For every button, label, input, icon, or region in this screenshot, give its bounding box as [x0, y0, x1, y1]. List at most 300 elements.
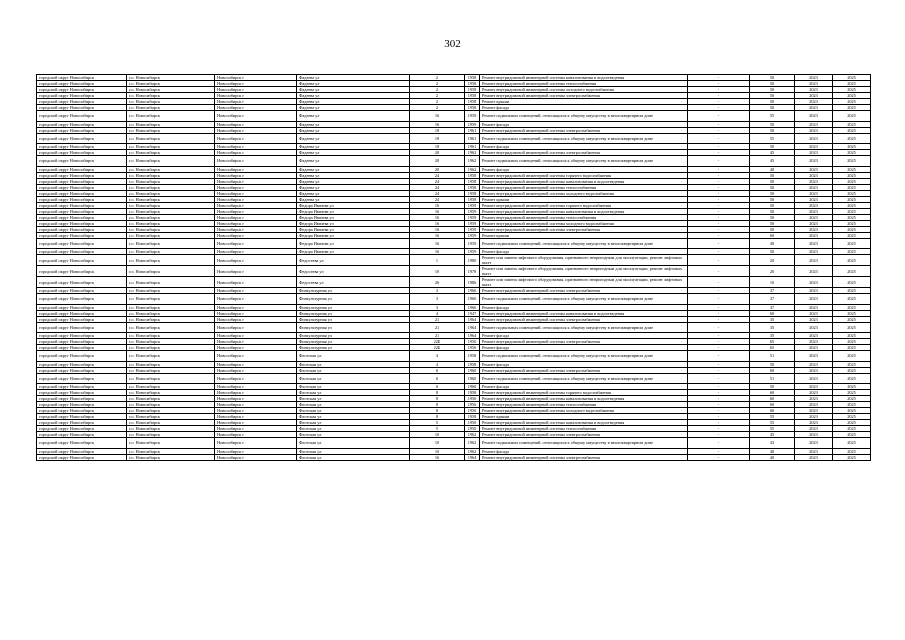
placeholder-cell: -	[688, 156, 750, 167]
municipality-cell: городской округ Новосибирск	[37, 396, 127, 402]
street-cell: Флотская ул	[297, 373, 410, 384]
plan-start-cell: 2023	[795, 426, 833, 432]
street-cell: Фадеева ул	[297, 190, 410, 196]
city-cell: г.о. Новосибирск	[127, 408, 215, 414]
build-year-cell: 1958	[465, 390, 480, 396]
plan-end-cell: 2025	[833, 172, 871, 178]
work-type-cell: Ремонт фасада	[480, 361, 688, 367]
plan-end-cell: 2025	[833, 232, 871, 238]
placeholder-cell: -	[688, 420, 750, 426]
city-cell: г.о. Новосибирск	[127, 277, 215, 288]
house-number-cell: 10	[410, 432, 465, 438]
municipality-cell: городской округ Новосибирск	[37, 121, 127, 127]
build-year-cell: 1962	[465, 432, 480, 438]
period-cell: 40	[750, 454, 795, 460]
placeholder-cell: -	[688, 208, 750, 214]
house-number-cell: 8	[410, 414, 465, 420]
plan-start-cell: 2023	[795, 367, 833, 373]
house-number-cell: 16	[410, 214, 465, 220]
placeholder-cell: -	[688, 184, 750, 190]
build-year-cell: 1964	[465, 316, 480, 322]
placeholder-cell: -	[688, 190, 750, 196]
locality-cell: Новосибирск г	[215, 166, 297, 172]
plan-end-cell: 2025	[833, 255, 871, 266]
plan-end-cell: 2025	[833, 414, 871, 420]
house-number-cell: 16	[410, 238, 465, 249]
municipality-cell: городской округ Новосибирск	[37, 373, 127, 384]
period-cell: 50	[750, 220, 795, 226]
build-year-cell: 1959	[465, 202, 480, 208]
house-number-cell: 24	[410, 190, 465, 196]
city-cell: г.о. Новосибирск	[127, 105, 215, 111]
street-cell: Физкультурная ул	[297, 339, 410, 345]
city-cell: г.о. Новосибирск	[127, 304, 215, 310]
plan-start-cell: 2023	[795, 150, 833, 156]
build-year-cell: 1956	[465, 339, 480, 345]
capital-repair-table	[36, 74, 871, 461]
plan-end-cell: 2025	[833, 220, 871, 226]
work-type-cell: Ремонт фасада	[480, 333, 688, 339]
street-cell: Физкультурная ул	[297, 345, 410, 351]
plan-end-cell: 2025	[833, 351, 871, 362]
work-type-cell: Ремонт или замена лифтового оборудования, признанного непригодным для эксплуатации, ремонт лифтовых шахт	[480, 277, 688, 288]
plan-start-cell: 2023	[795, 220, 833, 226]
municipality-cell: городской округ Новосибирск	[37, 202, 127, 208]
placeholder-cell: -	[688, 255, 750, 266]
house-number-cell: 21	[410, 333, 465, 339]
street-cell: Флотская ул	[297, 454, 410, 460]
plan-start-cell: 2023	[795, 214, 833, 220]
municipality-cell: городской округ Новосибирск	[37, 249, 127, 255]
placeholder-cell: -	[688, 178, 750, 184]
work-type-cell: Ремонт крыши	[480, 232, 688, 238]
locality-cell: Новосибирск г	[215, 150, 297, 156]
placeholder-cell: -	[688, 81, 750, 87]
locality-cell: Новосибирск г	[215, 172, 297, 178]
period-cell: 45	[750, 150, 795, 156]
house-number-cell: 6	[410, 373, 465, 384]
locality-cell: Новосибирск г	[215, 111, 297, 122]
plan-start-cell: 2023	[795, 448, 833, 454]
build-year-cell: 1980	[465, 255, 480, 266]
build-year-cell: 1947	[465, 310, 480, 316]
placeholder-cell: -	[688, 351, 750, 362]
locality-cell: Новосибирск г	[215, 87, 297, 93]
placeholder-cell: -	[688, 111, 750, 122]
build-year-cell: 1959	[465, 238, 480, 249]
table-row	[37, 156, 871, 167]
municipality-cell: городской округ Новосибирск	[37, 345, 127, 351]
locality-cell: Новосибирск г	[215, 333, 297, 339]
plan-start-cell: 2023	[795, 373, 833, 384]
plan-start-cell: 2023	[795, 316, 833, 322]
plan-end-cell: 2025	[833, 420, 871, 426]
work-type-cell: Ремонт внутридомовой инженерной системы теплоснабжения	[480, 184, 688, 190]
period-cell: 45	[750, 156, 795, 167]
street-cell: Федора Ивачева ул	[297, 249, 410, 255]
period-cell: 50	[750, 105, 795, 111]
municipality-cell: городской округ Новосибирск	[37, 226, 127, 232]
city-cell: г.о. Новосибирск	[127, 333, 215, 339]
plan-end-cell: 2025	[833, 121, 871, 127]
placeholder-cell: -	[688, 226, 750, 232]
locality-cell: Новосибирск г	[215, 277, 297, 288]
city-cell: г.о. Новосибирск	[127, 420, 215, 426]
plan-start-cell: 2023	[795, 277, 833, 288]
build-year-cell: 1960	[465, 367, 480, 373]
build-year-cell: 1958	[465, 87, 480, 93]
build-year-cell: 1958	[465, 190, 480, 196]
plan-end-cell: 2025	[833, 99, 871, 105]
plan-start-cell: 2023	[795, 93, 833, 99]
city-cell: г.о. Новосибирск	[127, 339, 215, 345]
locality-cell: Новосибирск г	[215, 420, 297, 426]
placeholder-cell: -	[688, 402, 750, 408]
placeholder-cell: -	[688, 454, 750, 460]
period-cell: 37	[750, 288, 795, 294]
plan-end-cell: 2025	[833, 238, 871, 249]
house-number-cell: 21	[410, 316, 465, 322]
street-cell: Фадеева ул	[297, 111, 410, 122]
plan-start-cell: 2023	[795, 196, 833, 202]
municipality-cell: городской округ Новосибирск	[37, 322, 127, 333]
period-cell: 20	[750, 266, 795, 277]
work-type-cell: Ремонт внутридомовой инженерной системы электроснабжения	[480, 150, 688, 156]
work-type-cell: Ремонт или замена лифтового оборудования, признанного непригодным для эксплуатации, ремонт лифтовых шахт	[480, 255, 688, 266]
placeholder-cell: -	[688, 373, 750, 384]
street-cell: Федора Ивачева ул	[297, 238, 410, 249]
locality-cell: Новосибирск г	[215, 238, 297, 249]
street-cell: Флотская ул	[297, 396, 410, 402]
work-type-cell: Ремонт внутридомовой инженерной системы холодного водоснабжения	[480, 87, 688, 93]
city-cell: г.о. Новосибирск	[127, 249, 215, 255]
street-cell: Федосеева ул	[297, 255, 410, 266]
work-type-cell: Ремонт внутридомовой инженерной системы холодного водоснабжения	[480, 190, 688, 196]
plan-start-cell: 2023	[795, 420, 833, 426]
city-cell: г.о. Новосибирск	[127, 127, 215, 133]
city-cell: г.о. Новосибирск	[127, 432, 215, 438]
plan-end-cell: 2025	[833, 166, 871, 172]
plan-start-cell: 2023	[795, 178, 833, 184]
municipality-cell: городской округ Новосибирск	[37, 255, 127, 266]
municipality-cell: городской округ Новосибирск	[37, 214, 127, 220]
municipality-cell: городской округ Новосибирск	[37, 294, 127, 305]
house-number-cell: 26	[410, 277, 465, 288]
house-number-cell: 3	[410, 294, 465, 305]
city-cell: г.о. Новосибирск	[127, 190, 215, 196]
street-cell: Фадеева ул	[297, 105, 410, 111]
house-number-cell: 2	[410, 93, 465, 99]
period-cell: 55	[750, 414, 795, 420]
city-cell: г.о. Новосибирск	[127, 150, 215, 156]
plan-start-cell: 2023	[795, 232, 833, 238]
house-number-cell: 16	[410, 202, 465, 208]
placeholder-cell: -	[688, 310, 750, 316]
street-cell: Федора Ивачева ул	[297, 208, 410, 214]
plan-end-cell: 2025	[833, 426, 871, 432]
placeholder-cell: -	[688, 448, 750, 454]
work-type-cell: Ремонт фасада	[480, 249, 688, 255]
municipality-cell: городской округ Новосибирск	[37, 172, 127, 178]
build-year-cell: 1950	[465, 420, 480, 426]
municipality-cell: городской округ Новосибирск	[37, 339, 127, 345]
plan-start-cell: 2023	[795, 111, 833, 122]
locality-cell: Новосибирск г	[215, 351, 297, 362]
build-year-cell: 1966	[465, 304, 480, 310]
plan-start-cell: 2023	[795, 99, 833, 105]
plan-end-cell: 2025	[833, 294, 871, 305]
table-body	[37, 75, 871, 461]
placeholder-cell: -	[688, 438, 750, 449]
street-cell: Федосеева ул	[297, 266, 410, 277]
work-type-cell: Ремонт фасада	[480, 345, 688, 351]
build-year-cell: 1964	[465, 322, 480, 333]
build-year-cell: 1959	[465, 249, 480, 255]
city-cell: г.о. Новосибирск	[127, 133, 215, 144]
placeholder-cell: -	[688, 214, 750, 220]
plan-start-cell: 2023	[795, 202, 833, 208]
city-cell: г.о. Новосибирск	[127, 402, 215, 408]
table-row	[37, 238, 871, 249]
build-year-cell: 1958	[465, 81, 480, 87]
period-cell: 50	[750, 184, 795, 190]
plan-start-cell: 2023	[795, 238, 833, 249]
plan-start-cell: 2023	[795, 127, 833, 133]
city-cell: г.о. Новосибирск	[127, 81, 215, 87]
plan-start-cell: 2023	[795, 384, 833, 390]
period-cell: 50	[750, 226, 795, 232]
locality-cell: Новосибирск г	[215, 339, 297, 345]
house-number-cell: 8	[410, 402, 465, 408]
street-cell: Физкультурная ул	[297, 310, 410, 316]
build-year-cell: 1962	[465, 156, 480, 167]
city-cell: г.о. Новосибирск	[127, 196, 215, 202]
table-row	[37, 373, 871, 384]
house-number-cell: 16	[410, 220, 465, 226]
house-number-cell: 16	[410, 111, 465, 122]
house-number-cell: 6	[410, 384, 465, 390]
build-year-cell: 1978	[465, 266, 480, 277]
street-cell: Фадеева ул	[297, 156, 410, 167]
plan-start-cell: 2023	[795, 345, 833, 351]
city-cell: г.о. Новосибирск	[127, 93, 215, 99]
locality-cell: Новосибирск г	[215, 322, 297, 333]
locality-cell: Новосибирск г	[215, 105, 297, 111]
work-type-cell: Ремонт фасада	[480, 166, 688, 172]
city-cell: г.о. Новосибирск	[127, 87, 215, 93]
locality-cell: Новосибирск г	[215, 390, 297, 396]
period-cell: 37	[750, 294, 795, 305]
city-cell: г.о. Новосибирск	[127, 172, 215, 178]
street-cell: Флотская ул	[297, 361, 410, 367]
house-number-cell: 6	[410, 367, 465, 373]
street-cell: Физкультурная ул	[297, 294, 410, 305]
placeholder-cell: -	[688, 99, 750, 105]
plan-end-cell: 2025	[833, 384, 871, 390]
plan-end-cell: 2025	[833, 402, 871, 408]
plan-start-cell: 2023	[795, 249, 833, 255]
placeholder-cell: -	[688, 367, 750, 373]
city-cell: г.о. Новосибирск	[127, 226, 215, 232]
work-type-cell: Ремонт подвальных помещений, относящихся к общему имуществу в многоквартирном доме	[480, 156, 688, 167]
city-cell: г.о. Новосибирск	[127, 144, 215, 150]
work-type-cell: Ремонт внутридомовой инженерной системы электроснабжения	[480, 226, 688, 232]
street-cell: Флотская ул	[297, 367, 410, 373]
placeholder-cell: -	[688, 414, 750, 420]
plan-start-cell: 2023	[795, 190, 833, 196]
work-type-cell: Ремонт внутридомовой инженерной системы канализования и водоотведения	[480, 208, 688, 214]
locality-cell: Новосибирск г	[215, 127, 297, 133]
period-cell: 50	[750, 87, 795, 93]
street-cell: Фадеева ул	[297, 87, 410, 93]
period-cell: 50	[750, 208, 795, 214]
street-cell: Фадеева ул	[297, 81, 410, 87]
house-number-cell: 4	[410, 310, 465, 316]
period-cell: 49	[750, 238, 795, 249]
placeholder-cell: -	[688, 345, 750, 351]
street-cell: Физкультурная ул	[297, 322, 410, 333]
work-type-cell: Ремонт внутридомовой инженерной системы холодного водоснабжения	[480, 408, 688, 414]
build-year-cell: 1958	[465, 351, 480, 362]
build-year-cell: 1958	[465, 75, 480, 81]
build-year-cell: 1956	[465, 396, 480, 402]
locality-cell: Новосибирск г	[215, 144, 297, 150]
house-number-cell: 20	[410, 150, 465, 156]
locality-cell: Новосибирск г	[215, 208, 297, 214]
build-year-cell: 1959	[465, 121, 480, 127]
city-cell: г.о. Новосибирск	[127, 438, 215, 449]
city-cell: г.о. Новосибирск	[127, 414, 215, 420]
period-cell: 55	[750, 426, 795, 432]
house-number-cell: 18	[410, 133, 465, 144]
street-cell: Физкультурная ул	[297, 288, 410, 294]
plan-start-cell: 2023	[795, 304, 833, 310]
build-year-cell: 1958	[465, 93, 480, 99]
placeholder-cell: -	[688, 105, 750, 111]
locality-cell: Новосибирск г	[215, 448, 297, 454]
house-number-cell: 21	[410, 322, 465, 333]
work-type-cell: Ремонт подвальных помещений, относящихся к общему имуществу в многоквартирном доме	[480, 111, 688, 122]
work-type-cell: Ремонт крыши	[480, 414, 688, 420]
build-year-cell: 1959	[465, 111, 480, 122]
plan-start-cell: 2023	[795, 402, 833, 408]
street-cell: Фадеева ул	[297, 121, 410, 127]
plan-end-cell: 2025	[833, 373, 871, 384]
build-year-cell: 1964	[465, 333, 480, 339]
plan-end-cell: 2025	[833, 438, 871, 449]
house-number-cell: 2	[410, 99, 465, 105]
work-type-cell: Ремонт внутридомовой инженерной системы канализования и водоотведения	[480, 310, 688, 316]
street-cell: Флотская ул	[297, 390, 410, 396]
municipality-cell: городской округ Новосибирск	[37, 166, 127, 172]
plan-end-cell: 2025	[833, 202, 871, 208]
period-cell: 50	[750, 121, 795, 127]
plan-end-cell: 2025	[833, 310, 871, 316]
municipality-cell: городской округ Новосибирск	[37, 304, 127, 310]
placeholder-cell: -	[688, 202, 750, 208]
work-type-cell: Ремонт внутридомовой инженерной системы электроснабжения	[480, 127, 688, 133]
locality-cell: Новосибирск г	[215, 294, 297, 305]
work-type-cell: Ремонт фасада	[480, 105, 688, 111]
plan-end-cell: 2025	[833, 226, 871, 232]
locality-cell: Новосибирск г	[215, 288, 297, 294]
street-cell: Федора Ивачева ул	[297, 232, 410, 238]
period-cell: 35	[750, 316, 795, 322]
work-type-cell: Ремонт внутридомовой инженерной системы канализования и водоотведения	[480, 396, 688, 402]
street-cell: Флотская ул	[297, 438, 410, 449]
city-cell: г.о. Новосибирск	[127, 288, 215, 294]
build-year-cell: 1959	[465, 220, 480, 226]
page-number: 302	[444, 38, 461, 50]
house-number-cell: 4	[410, 351, 465, 362]
locality-cell: Новосибирск г	[215, 75, 297, 81]
city-cell: г.о. Новосибирск	[127, 266, 215, 277]
plan-end-cell: 2025	[833, 127, 871, 133]
period-cell: 35	[750, 333, 795, 339]
build-year-cell: 1962	[465, 166, 480, 172]
plan-start-cell: 2023	[795, 390, 833, 396]
municipality-cell: городской округ Новосибирск	[37, 190, 127, 196]
municipality-cell: городской округ Новосибирск	[37, 351, 127, 362]
locality-cell: Новосибирск г	[215, 133, 297, 144]
house-number-cell: 8	[410, 408, 465, 414]
city-cell: г.о. Новосибирск	[127, 390, 215, 396]
placeholder-cell: -	[688, 426, 750, 432]
build-year-cell: 1961	[465, 144, 480, 150]
build-year-cell: 1958	[465, 361, 480, 367]
locality-cell: Новосибирск г	[215, 93, 297, 99]
municipality-cell: городской округ Новосибирск	[37, 316, 127, 322]
house-number-cell: 16	[410, 226, 465, 232]
plan-start-cell: 2023	[795, 322, 833, 333]
city-cell: г.о. Новосибирск	[127, 232, 215, 238]
plan-end-cell: 2025	[833, 93, 871, 99]
work-type-cell: Ремонт внутридомовой инженерной системы электроснабжения	[480, 367, 688, 373]
work-type-cell: Ремонт внутридомовой инженерной системы электроснабжения	[480, 432, 688, 438]
build-year-cell: 1959	[465, 208, 480, 214]
house-number-cell: 2	[410, 75, 465, 81]
municipality-cell: городской округ Новосибирск	[37, 333, 127, 339]
build-year-cell: 1958	[465, 196, 480, 202]
period-cell: 51	[750, 351, 795, 362]
locality-cell: Новосибирск г	[215, 408, 297, 414]
street-cell: Фадеева ул	[297, 144, 410, 150]
house-number-cell: 18	[410, 144, 465, 150]
street-cell: Флотская ул	[297, 384, 410, 390]
city-cell: г.о. Новосибирск	[127, 351, 215, 362]
plan-end-cell: 2025	[833, 316, 871, 322]
street-cell: Фадеева ул	[297, 184, 410, 190]
locality-cell: Новосибирск г	[215, 214, 297, 220]
placeholder-cell: -	[688, 432, 750, 438]
house-number-cell: 24	[410, 178, 465, 184]
locality-cell: Новосибирск г	[215, 402, 297, 408]
period-cell: 50	[750, 127, 795, 133]
municipality-cell: городской округ Новосибирск	[37, 310, 127, 316]
placeholder-cell: -	[688, 133, 750, 144]
plan-start-cell: 2023	[795, 184, 833, 190]
work-type-cell: Ремонт подвальных помещений, относящихся к общему имуществу в многоквартирном доме	[480, 238, 688, 249]
placeholder-cell: -	[688, 172, 750, 178]
table-row	[37, 438, 871, 449]
municipality-cell: городской округ Новосибирск	[37, 93, 127, 99]
municipality-cell: городской округ Новосибирск	[37, 266, 127, 277]
plan-end-cell: 2025	[833, 150, 871, 156]
municipality-cell: городской округ Новосибирск	[37, 367, 127, 373]
city-cell: г.о. Новосибирск	[127, 166, 215, 172]
build-year-cell: 1956	[465, 345, 480, 351]
city-cell: г.о. Новосибирск	[127, 220, 215, 226]
